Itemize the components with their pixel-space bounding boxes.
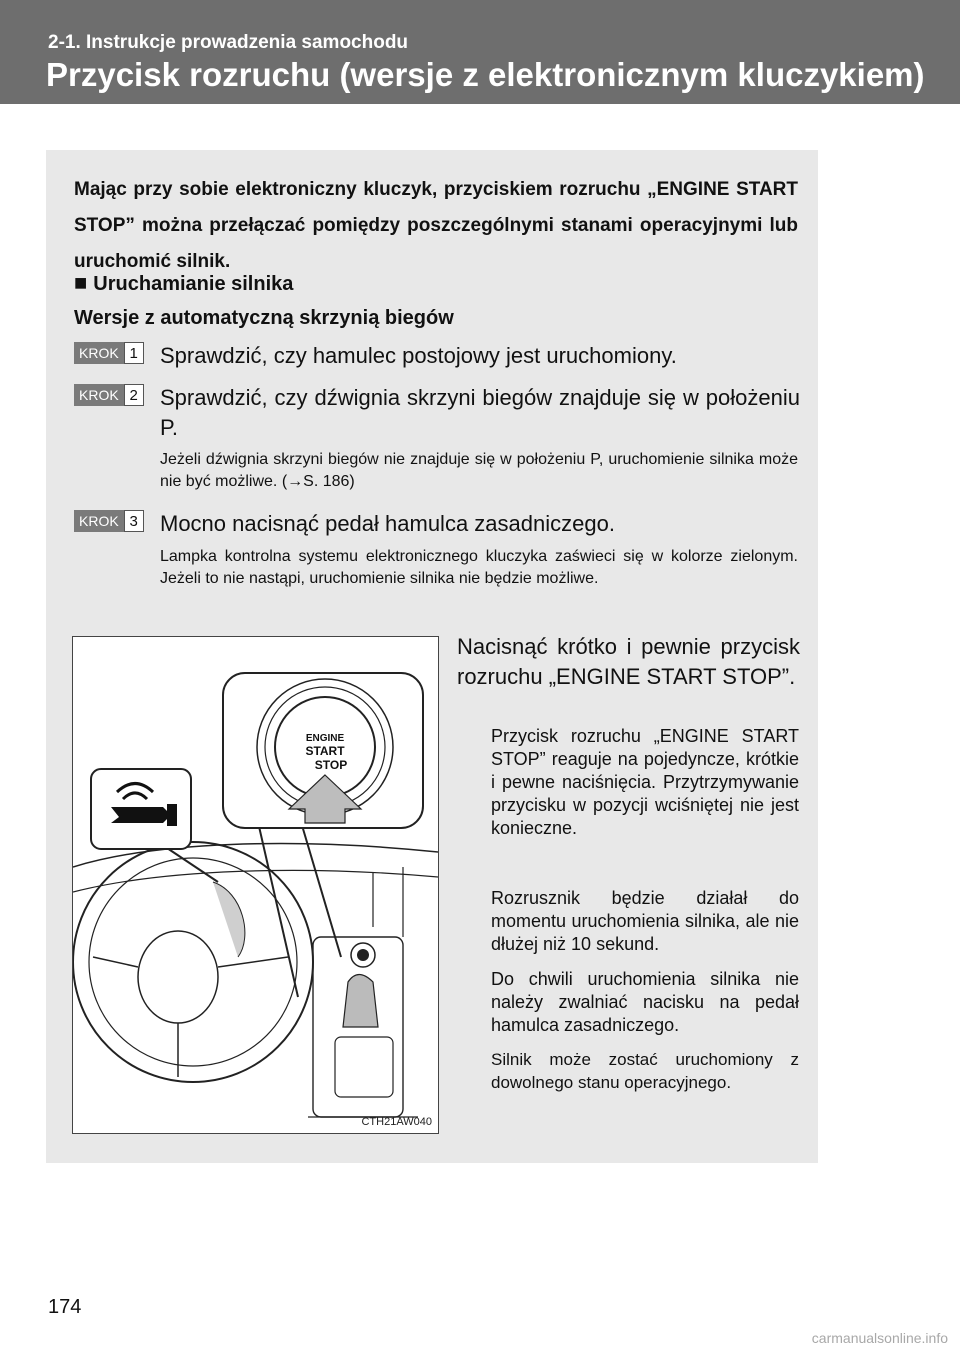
step-4-text: Nacisnąć krótko i pewnie przycisk rozruchu „ENGINE START STOP”. [457, 634, 800, 689]
figure-code: CTH21AW040 [361, 1116, 432, 1128]
step-badge-label: KROK [74, 384, 124, 406]
page-number: 174 [48, 1296, 82, 1318]
section-label: 2-1. Instrukcje prowadzenia samochodu [48, 32, 409, 53]
step-2-note: Jeżeli dźwignia skrzyni biegów nie znajduje się w położeniu P, uruchomienie silnika może nie być możliwe. (→S. 186) [160, 451, 798, 490]
step-4-note-1: Przycisk rozruchu „ENGINE START STOP” reaguje na pojedyncze, krótkie i pewne naciśnięcia. Przytrzymywanie przycisku w pozycji wciśniętej nie jest konieczne. [491, 726, 799, 838]
step-badge-label: KROK [74, 510, 124, 532]
engine-start-button-callout [223, 673, 423, 828]
section-heading-text: Uruchamianie silnika [93, 273, 294, 295]
step-badge-number: 3 [124, 510, 144, 532]
step-badge-3 [74, 510, 144, 532]
button-label-stop: STOP [314, 758, 348, 772]
step-badge-2 [74, 384, 144, 406]
dashboard-drawing [73, 637, 438, 1133]
step-badge-1 [74, 342, 144, 364]
step-3-text: Mocno nacisnąć pedał hamulca zasadniczego. [160, 511, 615, 536]
watermark: carmanualsonline.info [811, 1330, 948, 1346]
step-badge-number: 2 [124, 384, 144, 406]
step-1-text: Sprawdzić, czy hamulec postojowy jest uruchomiony. [160, 343, 677, 368]
step-badge-number: 1 [124, 342, 144, 364]
section-heading [74, 270, 293, 296]
step-4-note-4: Silnik może zostać uruchomiony z dowolnego stanu operacyjnego. [491, 1050, 799, 1092]
button-label-start: START [305, 744, 345, 758]
smart-key-callout [91, 769, 191, 849]
subheading: Wersje z automatyczną skrzynią biegów [74, 307, 454, 329]
page-title: Przycisk rozruchu (wersje z elektronicznym kluczykiem) [46, 56, 925, 93]
page-header [0, 0, 960, 104]
step-badge-label: KROK [74, 342, 124, 364]
center-console-icon [308, 937, 418, 1117]
button-label-engine: ENGINE [305, 733, 345, 744]
steering-wheel-icon [73, 842, 313, 1082]
step-4-note-3: Do chwili uruchomienia silnika nie należy zwalniać nacisku na pedał hamulca zasadniczego. [491, 969, 799, 1035]
intro-text: Mając przy sobie elektroniczny kluczyk, przyciskiem rozruchu „ENGINE START STOP” można przełączać pomiędzy poszczególnymi stanami operacyjnymi lub uruchomić silnik. [74, 179, 798, 272]
step-3-note: Lampka kontrolna systemu elektronicznego kluczyka zaświeci się w kolorze zielonym. Jeżeli to nie nastąpi, uruchomienie silnika nie będzie możliwe. [160, 548, 798, 587]
step-4-note-2: Rozrusznik będzie działał do momentu uruchomienia silnika, ale nie dłużej niż 10 sekund. [491, 888, 799, 954]
step-2-text: Sprawdzić, czy dźwignia skrzyni biegów znajduje się w położeniu P. [160, 385, 800, 440]
dashboard-illustration [72, 636, 439, 1134]
square-bullet-icon: ■ [74, 270, 88, 295]
